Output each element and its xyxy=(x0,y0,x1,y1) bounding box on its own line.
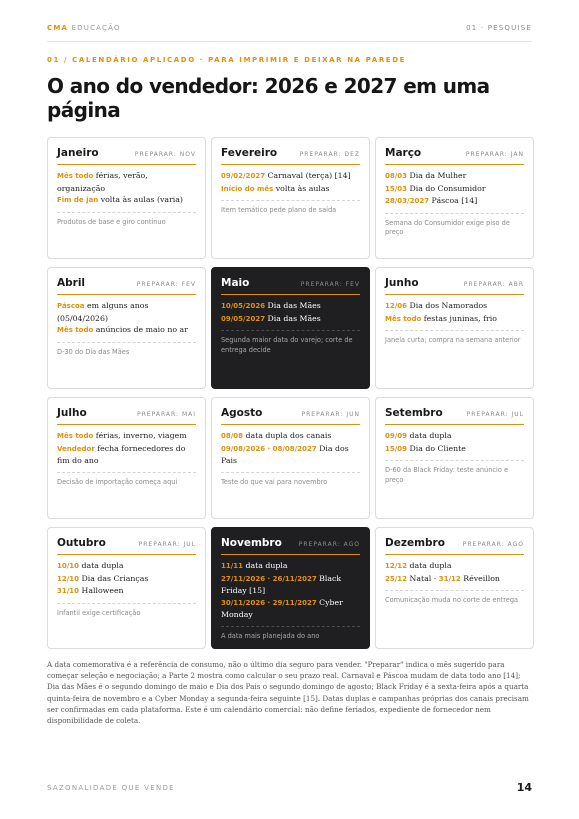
month-header xyxy=(221,147,360,165)
section-label: 01 · PESQUISE xyxy=(466,24,532,32)
event-line xyxy=(221,573,360,597)
month-card-dezembro xyxy=(375,527,534,649)
event-text: data dupla xyxy=(407,431,452,440)
event-highlight: Mês todo xyxy=(57,432,94,440)
event-line xyxy=(221,430,360,443)
month-header xyxy=(221,537,360,555)
event-line xyxy=(221,560,360,573)
month-note: Teste do que vai para novembro xyxy=(221,472,360,488)
event-line xyxy=(385,183,524,196)
event-highlight: Início do mês xyxy=(221,184,274,193)
month-note: A data mais planejada do ano xyxy=(221,626,360,642)
month-card-julho xyxy=(47,397,206,519)
event-line xyxy=(57,324,196,337)
event-highlight: 11/11 xyxy=(221,562,244,570)
event-highlight: 15/03 xyxy=(385,184,408,193)
event-text: Réveillon xyxy=(460,573,500,583)
month-header xyxy=(57,407,196,425)
event-text: férias, inverno, viagem xyxy=(93,431,187,440)
event-text: Dia do Cliente xyxy=(407,443,466,453)
event-highlight: 15/09 xyxy=(385,444,408,453)
event-line xyxy=(57,585,196,598)
event-list xyxy=(57,170,196,207)
page-number: 14 xyxy=(516,781,532,794)
month-header xyxy=(385,147,524,165)
event-highlight: 31/10 xyxy=(57,587,80,595)
event-text: Halloween xyxy=(79,586,124,595)
month-header xyxy=(57,537,196,555)
month-name: Outubro xyxy=(57,537,106,549)
event-line xyxy=(57,443,196,467)
month-card-maio xyxy=(211,267,370,389)
event-line xyxy=(385,443,524,456)
event-text: Dia das Mães xyxy=(265,301,321,310)
month-card-agosto xyxy=(211,397,370,519)
event-line xyxy=(57,170,196,194)
event-highlight: Fim de jan xyxy=(57,196,99,204)
event-text: Cyber Monday xyxy=(221,597,343,619)
prepare-label: PREPARAR: NOV xyxy=(134,151,196,158)
event-line xyxy=(221,170,360,183)
event-list xyxy=(385,300,524,325)
prepare-label: PREPARAR: AGO xyxy=(462,541,524,548)
month-name: Janeiro xyxy=(57,147,99,159)
month-header xyxy=(385,407,524,425)
event-highlight: 28/03/2027 xyxy=(385,197,430,205)
event-highlight: 08/03 xyxy=(385,172,408,180)
prepare-label: PREPARAR: MAI xyxy=(137,411,196,418)
month-name: Fevereiro xyxy=(221,147,278,159)
event-text: fecha fornecedores do fim do ano xyxy=(57,443,186,465)
month-name: Março xyxy=(385,147,422,159)
brand xyxy=(47,24,121,41)
event-list xyxy=(385,430,524,455)
event-text: data dupla xyxy=(243,561,288,570)
event-list xyxy=(221,300,360,325)
month-card-novembro xyxy=(211,527,370,649)
event-text: Dia das Crianças xyxy=(79,573,149,583)
event-line xyxy=(385,300,524,313)
event-line xyxy=(385,430,524,443)
event-highlight: 27/11/2026 · 26/11/2027 xyxy=(221,574,317,583)
page-title: O ano do vendedor: 2026 e 2027 em uma página xyxy=(47,74,490,122)
event-line xyxy=(221,597,360,621)
event-text: volta às aulas xyxy=(273,183,330,193)
month-header xyxy=(385,537,524,555)
event-list xyxy=(57,430,196,467)
event-highlight: 31/12 xyxy=(438,574,461,583)
prepare-label: PREPARAR: JUL xyxy=(138,541,196,548)
event-text: data dupla xyxy=(407,561,452,570)
event-highlight: Mês todo xyxy=(385,314,422,323)
event-line xyxy=(57,300,196,324)
month-note: D-60 da Black Friday: teste anúncio e preço xyxy=(385,460,524,485)
event-list xyxy=(57,560,196,598)
event-highlight: 09/02/2027 xyxy=(221,172,266,180)
event-text: férias, verão, organização xyxy=(57,171,148,193)
month-note: Janela curta; compra na semana anterior xyxy=(385,330,524,346)
month-card-janeiro xyxy=(47,137,206,259)
event-text: volta às aulas (varia) xyxy=(98,195,183,204)
footer xyxy=(47,781,532,794)
event-text: anúncios de maio no ar xyxy=(93,325,188,334)
month-note: Infantil exige certificação xyxy=(57,603,196,619)
event-line xyxy=(57,573,196,586)
prepare-label: PREPARAR: ABR xyxy=(463,281,524,288)
month-name: Abril xyxy=(57,277,86,289)
event-list xyxy=(385,170,524,208)
month-note: Produtos de base e giro contínuo xyxy=(57,212,196,228)
footer-section: SAZONALIDADE QUE VENDE xyxy=(47,783,175,792)
month-name: Setembro xyxy=(385,407,443,419)
calendar-grid xyxy=(47,137,533,649)
month-card-setembro xyxy=(375,397,534,519)
event-line xyxy=(57,194,196,207)
event-highlight: 09/05/2027 xyxy=(221,314,266,323)
event-highlight: 12/06 xyxy=(385,302,408,310)
event-list xyxy=(221,560,360,621)
month-name: Agosto xyxy=(221,407,263,419)
month-name: Dezembro xyxy=(385,537,445,549)
event-list xyxy=(57,300,196,337)
event-text: em alguns anos (05/04/2026) xyxy=(57,301,149,323)
month-note: Decisão de importação começa aqui xyxy=(57,472,196,488)
month-note: Comunicação muda no corte de entrega xyxy=(385,590,524,606)
event-text: data dupla xyxy=(79,561,124,570)
prepare-label: PREPARAR: JUL xyxy=(466,411,524,418)
event-list xyxy=(385,560,524,585)
prepare-label: PREPARAR: AGO xyxy=(298,541,360,548)
event-text: Natal · xyxy=(407,573,439,583)
month-card-abril xyxy=(47,267,206,389)
month-header xyxy=(385,277,524,295)
month-header xyxy=(221,277,360,295)
event-line xyxy=(221,313,360,326)
prepare-label: PREPARAR: FEV xyxy=(136,281,196,288)
month-note: D-30 do Dia das Mães xyxy=(57,342,196,358)
month-name: Junho xyxy=(385,277,419,289)
event-text: Páscoa [14] xyxy=(429,196,478,205)
brand-name: CMA xyxy=(47,24,69,32)
top-bar xyxy=(47,24,532,42)
prepare-label: PREPARAR: JUN xyxy=(301,411,360,418)
event-line xyxy=(57,430,196,443)
event-text: festas juninas, frio xyxy=(421,313,497,323)
event-text: Dia das Mães xyxy=(265,313,321,323)
event-highlight: 10/10 xyxy=(57,562,80,570)
event-text: Dia da Mulher xyxy=(407,171,467,180)
event-text: Dia do Consumidor xyxy=(407,183,486,193)
event-line xyxy=(221,443,360,467)
event-text: data dupla dos canais xyxy=(243,431,332,440)
event-text: Black Friday [15] xyxy=(221,573,342,595)
month-name: Julho xyxy=(57,407,87,419)
event-list xyxy=(221,170,360,195)
month-card-fevereiro xyxy=(211,137,370,259)
prepare-label: PREPARAR: FEV xyxy=(300,281,360,288)
month-card-junho xyxy=(375,267,534,389)
event-highlight: Páscoa xyxy=(57,302,85,310)
event-highlight: 10/05/2026 xyxy=(221,302,266,310)
event-highlight: Vendedor xyxy=(57,444,95,453)
event-line xyxy=(385,313,524,326)
event-highlight: 12/10 xyxy=(57,574,80,583)
event-line xyxy=(385,573,524,586)
event-highlight: 25/12 xyxy=(385,574,408,583)
event-text: Carnaval (terça) [14] xyxy=(265,171,351,180)
month-name: Novembro xyxy=(221,537,282,549)
event-line xyxy=(221,300,360,313)
month-header xyxy=(57,277,196,295)
event-highlight: 08/08 xyxy=(221,432,244,440)
month-header xyxy=(221,407,360,425)
brand-sub: EDUCAÇÃO xyxy=(71,24,121,32)
event-line xyxy=(221,183,360,196)
event-highlight: 09/09 xyxy=(385,432,408,440)
event-highlight: Mês todo xyxy=(57,326,94,334)
event-highlight: 12/12 xyxy=(385,562,408,570)
prepare-label: PREPARAR: JAN xyxy=(465,151,524,158)
event-line xyxy=(385,170,524,183)
event-text: Dia dos Pais xyxy=(221,443,349,465)
month-note: Item temático pede plano de saída xyxy=(221,200,360,216)
month-note: Segunda maior data do varejo; corte de entrega decide xyxy=(221,330,360,355)
prepare-label: PREPARAR: DEZ xyxy=(299,151,360,158)
event-highlight: Mês todo xyxy=(57,172,94,180)
month-name: Maio xyxy=(221,277,250,289)
event-highlight: 09/08/2026 · 08/08/2027 xyxy=(221,444,317,453)
kicker: 01 / CALENDÁRIO APLICADO · PARA IMPRIMIR E DEIXAR NA PAREDE xyxy=(47,56,406,64)
month-card-outubro xyxy=(47,527,206,649)
event-highlight: 30/11/2026 · 29/11/2027 xyxy=(221,598,317,607)
month-header xyxy=(57,147,196,165)
month-note: Semana do Consumidor exige piso de preço xyxy=(385,213,524,238)
event-text: Dia dos Namorados xyxy=(407,301,488,310)
event-list xyxy=(221,430,360,467)
event-line xyxy=(385,195,524,208)
month-card-marco xyxy=(375,137,534,259)
event-line xyxy=(385,560,524,573)
explanatory-paragraph: A data comemorativa é a referência de consumo, não o último dia seguro para vender. "Preparar" indica o mês sugerido para começar seleção e negociação; a Parte 2 mostra como calcular o seu prazo real. Carnaval e Páscoa mudam de data todo ano [14]; Dia das Mães é o segundo domingo de maio e Dia dos Pais o segundo domingo de agosto; Black Friday é a sexta-feira após a quarta quinta-feira de novembro e a Cyber Monday a segunda-feira seguinte [15]. Datas duplas e campanhas próprias dos canais precisam ser confirmadas em cada plataforma. Este é um calendário comercial: não define feriados, expediente de fornecedor nem disponibilidade de coleta. xyxy=(47,660,529,726)
event-line xyxy=(57,560,196,573)
